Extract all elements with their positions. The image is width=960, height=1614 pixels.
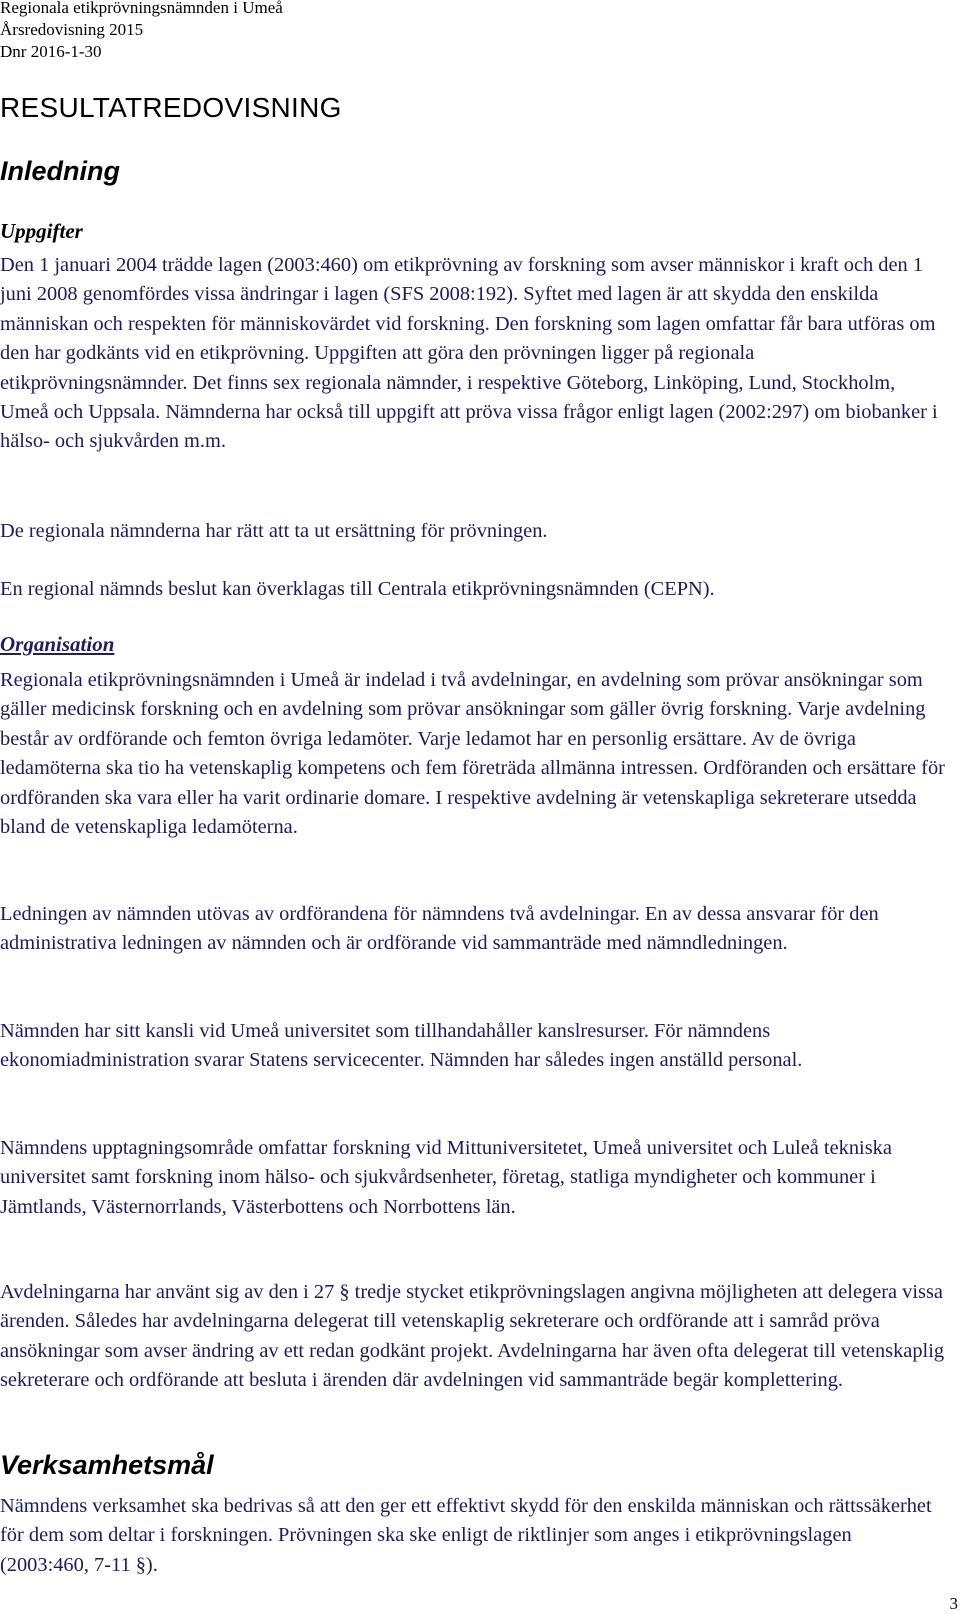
page-title: RESULTATREDOVISNING	[0, 92, 342, 123]
paragraph-cepn: En regional nämnds beslut kan överklagas till Centrala etikprövningsnämnden (CEPN).	[0, 578, 715, 600]
paragraph-organisation-office: Nämnden har sitt kansli vid Umeå universitet som tillhandahåller kanslresurser. För nämndens ekonomiadministration svarar Statens servicecenter. Nämnden har således ingen anställd personal.	[0, 1020, 803, 1072]
page-number: 3	[949, 1594, 958, 1613]
paragraph-organisation-delegation: Avdelningarna har använt sig av den i 27 § tredje stycket etikprövningslagen angivna möjligheten att delegera vissa ärenden. Således har avdelningarna delegerat till vetenskaplig sekreterare och ordförande att i samråd pröva ansökningar som avser ändring av ett redan godkänt projekt. Avdelningarna har även ofta delegerat till vetenskaplig sekreterare och ordförande att besluta i ärenden där avdelningen vid sammanträde begär komplettering.	[0, 1281, 945, 1392]
header-organization: Regionala etikprövningsnämnden i Umeå	[0, 0, 283, 17]
header-report-title: Årsredovisning 2015	[0, 20, 144, 39]
paragraph-organisation-leadership: Ledningen av nämnden utövas av ordförandena för nämndens två avdelningar. En av dessa ansvarar för den administrativa ledningen av nämnden och är ordförande vid sammanträde med nämndledningen.	[0, 903, 879, 955]
subheading-organisation: Organisation	[0, 632, 115, 656]
section-heading-verksamhetsmal: Verksamhetsmål	[0, 1450, 214, 1480]
header-reference-number: Dnr 2016-1-30	[0, 42, 102, 61]
section-heading-inledning: Inledning	[0, 156, 120, 186]
subheading-uppgifter: Uppgifter	[0, 219, 83, 243]
paragraph-organisation-area: Nämndens upptagningsområde omfattar forskning vid Mittuniversitetet, Umeå universitet och Luleå tekniska universitet samt forskning inom hälso- och sjukvårdsenheter, företag, statliga myndigheter och kommuner i Jämtlands, Västernorrlands, Västerbottens och Norrbottens län.	[0, 1137, 892, 1218]
paragraph-ersattning: De regionala nämnderna har rätt att ta ut ersättning för prövningen.	[0, 520, 548, 542]
paragraph-uppgifter: Den 1 januari 2004 trädde lagen (2003:460) om etikprövning av forskning som avser människor i kraft och den 1 juni 2008 genomfördes vissa ändringar i lagen (SFS 2008:192). Syftet med lagen är att skydda den enskilda människan och respekten för människovärdet vid forskning. Den forskning som lagen omfattar får bara utföras om den har godkänts vid en etikprövning. Uppgiften att göra den prövningen ligger på regionala etikprövningsnämnder. Det finns sex regionala nämnder, i respektive Göteborg, Linköping, Lund, Stockholm, Umeå och Uppsala. Nämnderna har också till uppgift att pröva vissa frågor enligt lagen (2002:297) om biobanker i hälso- och sjukvården m.m.	[0, 254, 938, 453]
paragraph-verksamhetsmal: Nämndens verksamhet ska bedrivas så att den ger ett effektivt skydd för den enskilda människan och rättssäkerhet för dem som deltar i forskningen. Prövningen ska ske enligt de riktlinjer som anges i etikprövningslagen (2003:460, 7-11 §).	[0, 1495, 932, 1576]
paragraph-organisation-structure: Regionala etikprövningsnämnden i Umeå är indelad i två avdelningar, en avdelning som prövar ansökningar som gäller medicinsk forskning och en avdelning som prövar ansökningar som gäller övrig forskning. Varje avdelning består av ordförande och femton övriga ledamöter. Varje ledamot har en personlig ersättare. Av de övriga ledamöterna ska tio ha vetenskaplig kompetens och fem företräda allmänna intressen. Ordföranden och ersättare för ordföranden ska vara eller ha varit ordinarie domare. I respektive avdelning är vetenskapliga sekreterare utsedda bland de vetenskapliga ledamöterna.	[0, 669, 945, 839]
